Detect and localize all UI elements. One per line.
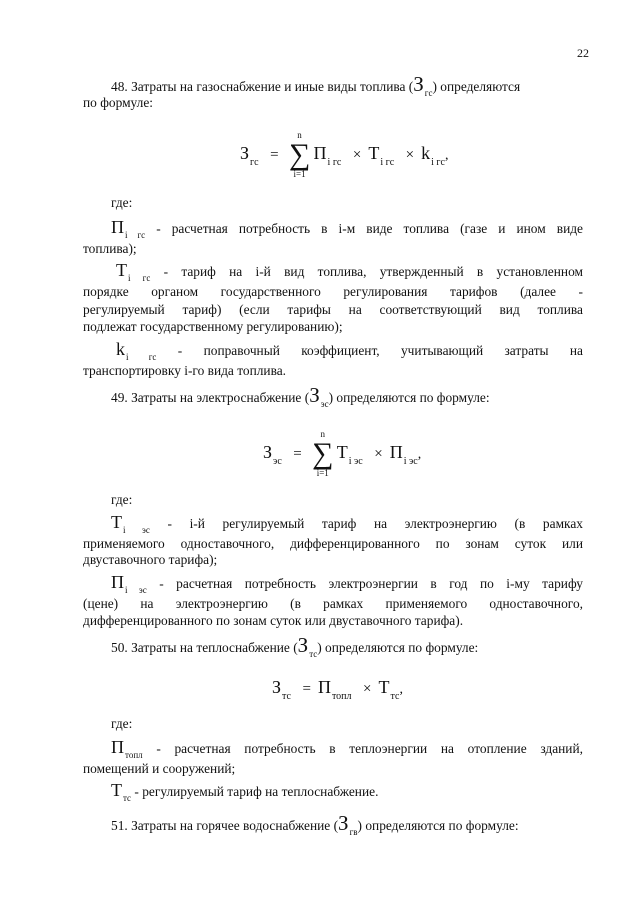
formula-gas-supply: $З_{гс}$ = n ∑ i=1 $П_{i гс} \times Т_{i гс} \times k_{i гс}$, [240, 130, 449, 179]
paragraph-48-line-2: по формуле: [83, 95, 153, 110]
definition-p-topl: $П_{топл}$ - расчетная потребность в теплоэнергии на отопление зданий, [111, 737, 583, 760]
definition-p-es-line-3: дифференцированного по зонам суток или двуставочного тарифа). [83, 613, 464, 628]
definition-k-gs-line-2: транспортировку i-го вида топлива. [83, 363, 287, 378]
definition-p-es: $П_{i эс}$ - расчетная потребность электроэнергии в год по i-му тарифу [111, 572, 583, 595]
paragraph-49: 49. Затраты на электроснабжение $(З_{эс})$ определяются по формуле: [111, 383, 490, 409]
paragraph-50: 50. Затраты на теплоснабжение $(З_{тс})$ определяются по формуле: [111, 633, 479, 659]
definition-t-ts: $Т_{тс}$ - регулируемый тариф на теплоснабжение. [111, 780, 379, 803]
paragraph-51: 51. Затраты на горячее водоснабжение $(З_{гв})$ определяются по формуле: [111, 811, 519, 837]
definition-t-es-line-3: двуставочного тарифа); [83, 552, 218, 567]
formula-heat-supply: $З_{тс} = П_{топл} \times Т_{тс}$, [272, 677, 403, 702]
definition-t-gs: $Т_{i гс}$ - тариф на i-й вид топлива, утвержденный в установленном [116, 260, 583, 283]
sum-sign: n ∑ i=1 [288, 130, 311, 179]
definition-p-gs-line-2: топлива); [83, 241, 137, 256]
symbol-z-es: З [309, 383, 320, 407]
paragraph-48-line-1: 48. Затраты на газоснабжение и иные виды топлива $(З_{гс})$ определяются [111, 72, 521, 98]
definition-t-gs-line-4: подлежат государственному регулированию); [83, 319, 343, 334]
symbol-z-ts: З [297, 633, 309, 657]
definition-t-es-line-2: применяемого одноставочного, дифференцированного по зонам суток или [83, 536, 583, 551]
symbol-z-gs: З [413, 72, 424, 96]
definition-p-topl-line-2: помещений и сооружений; [83, 761, 236, 776]
where-label-2: где: [111, 492, 133, 507]
definition-t-gs-line-3: регулируемый тариф) (если тарифы на соответствующий вид топлива [83, 302, 583, 317]
where-label-1: где: [111, 195, 133, 210]
formula-electricity-supply: $З_{эс}$ = n ∑ i=1 $Т_{i эс} \times П_{i эс}$, [263, 429, 422, 478]
definition-p-gs: $П_{i гс}$ - расчетная потребность в i-м виде топлива (газе и ином виде [111, 217, 583, 240]
definition-t-es: $Т_{i эс} - i-й$ регулируемый тариф на электроэнергию (в рамках [111, 512, 583, 535]
definition-k-gs: $k_{i гс}$ - поправочный коэффициент, учитывающий затраты на [116, 339, 583, 362]
definition-t-gs-line-2: порядке органом государственного регулирования тарифов (далее - [83, 284, 583, 299]
page-number: 22 [577, 46, 589, 60]
sum-sign: n ∑ i=1 [312, 429, 334, 478]
definition-p-es-line-2: (цене) на электроэнергию (в рамках применяемого одноставочного, [83, 596, 583, 611]
where-label-3: где: [111, 716, 133, 731]
symbol-z-gv: З [338, 811, 349, 835]
